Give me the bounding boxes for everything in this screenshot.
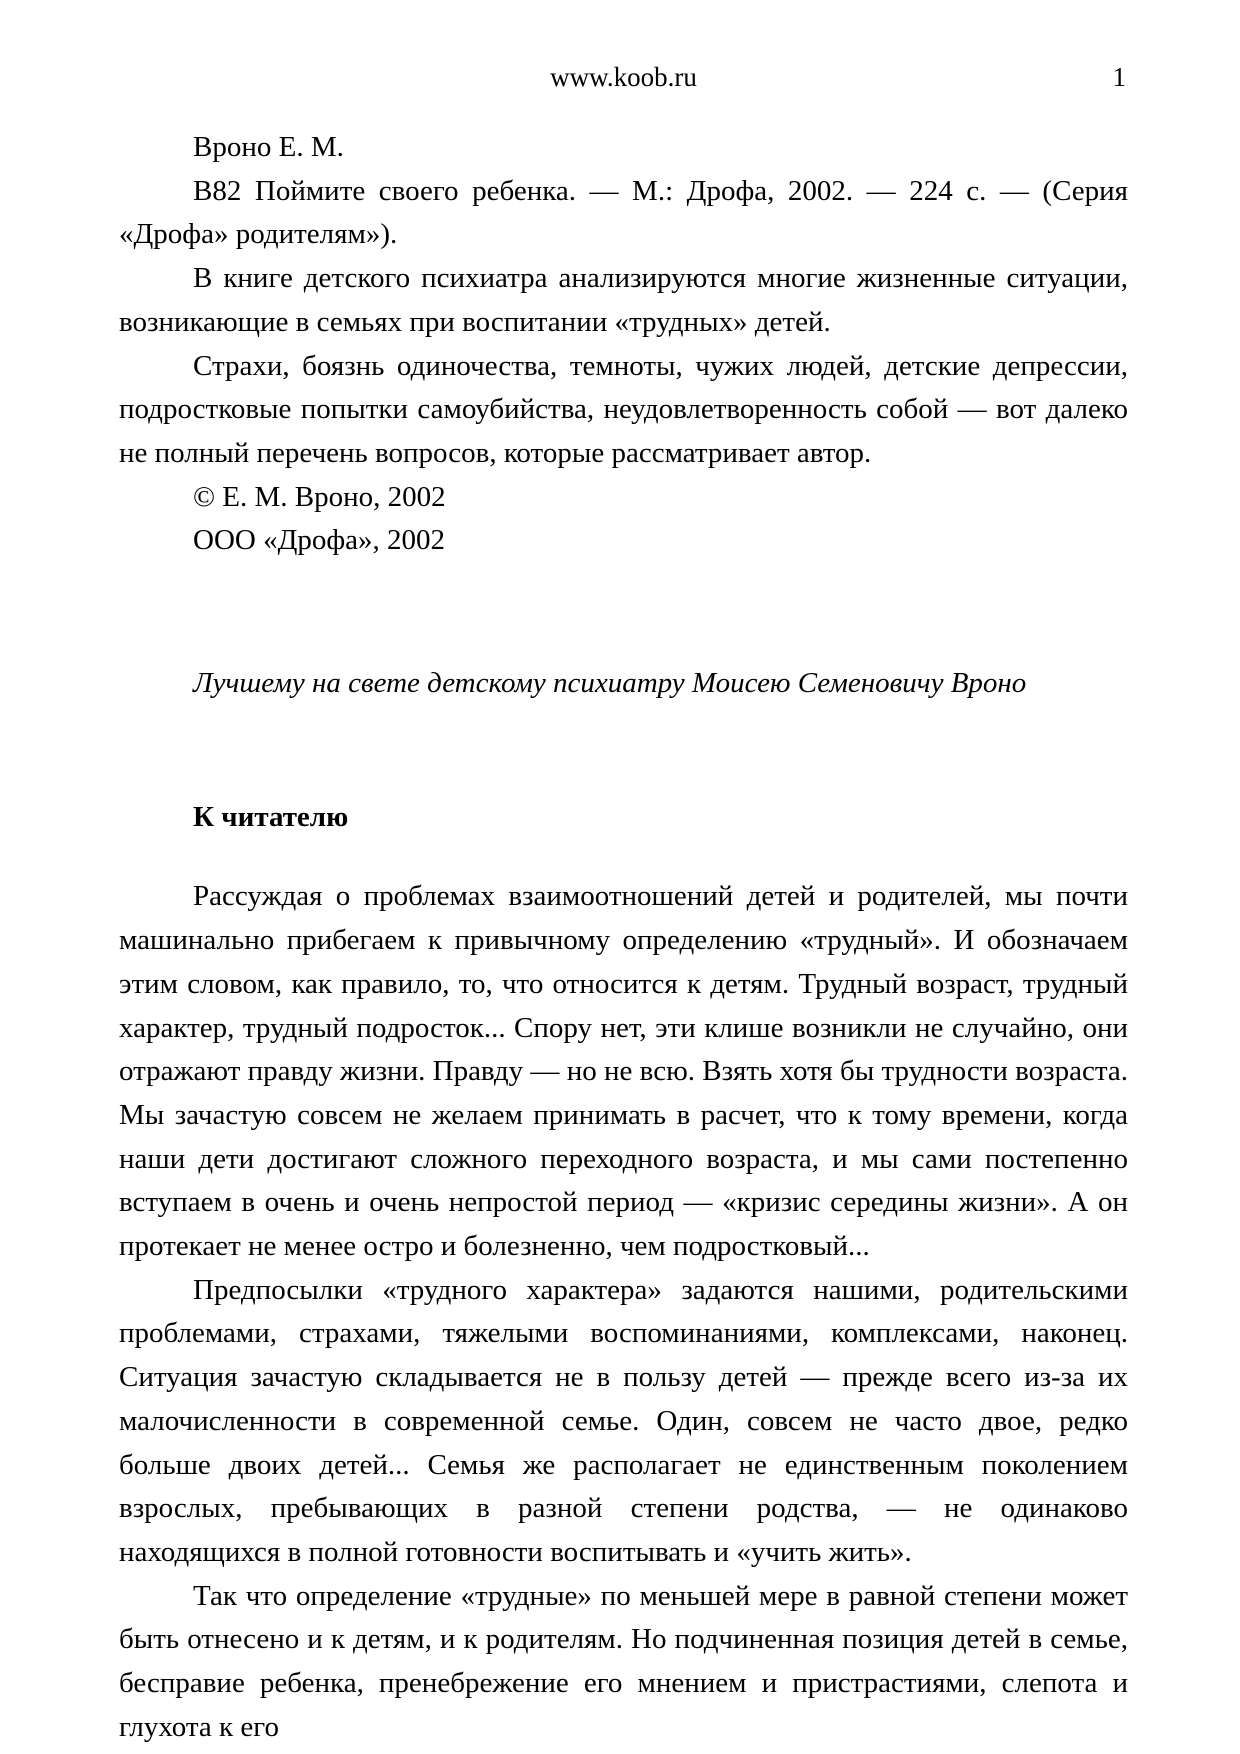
page-number: 1	[1112, 62, 1126, 92]
annotation-paragraph: В книге детского психиатра анализируются многие жизненные ситуации, возникающие в семьях при воспитании «трудных» детей.	[119, 262, 1128, 338]
body-paragraph: Так что определение «трудные» по меньшей мере в равной степени может быть отнесено и к детям, и к родителям. Но подчиненная позиция детей в семье, бесправие ребенка, пренебрежение его мнением и пристрастиями, слепота и глухота к его	[119, 1579, 1128, 1743]
section-heading: К читателю	[193, 800, 349, 833]
page-header	[119, 60, 1128, 94]
header-site-url: www.koob.ru	[550, 62, 697, 92]
catalog-line: В82 Поймите своего ребенка. — М.: Дрофа, 2002. — 224 с. — (Серия «Дрофа» родителям»).	[119, 174, 1128, 251]
dedication-line: Лучшему на свете детскому психиатру Моисею Семеновичу Вроно	[193, 667, 1027, 700]
body-paragraph: Рассуждая о проблемах взаимоотношений детей и родителей, мы почти машинально прибегаем к привычному определению «трудный». И обозначаем этим словом, как правило, то, что относится к детям. Трудный возраст, трудный характер, трудный подросток... Спору нет, эти клише возникли не случайно, они отражают правду жизни. Правду — но не всю. Взять хотя бы трудности возраста. Мы зачастую совсем не желаем принимать в расчет, что к тому времени, когда наши дети достигают сложного переходного возраста, и мы сами постепенно вступаем в очень и очень непростой период — «кризис середины жизни». А он протекает не менее остро и болезненно, чем подростковый...	[119, 880, 1128, 1263]
annotation-paragraph: Страхи, боязнь одиночества, темноты, чужих людей, детские депрессии, подростковые попытки самоубийства, неудовлетворенность собой — вот далеко не полный перечень вопросов, которые рассматривает автор.	[119, 349, 1128, 469]
copyright-author-line: © Е. М. Вроно, 2002	[193, 480, 446, 513]
author-line: Вроно Е. М.	[193, 131, 344, 163]
body-paragraph: Предпосылки «трудного характера» задаются нашими, родительскими проблемами, страхами, тяжелыми воспоминаниями, комплексами, наконец. Ситуация зачастую складывается не в пользу детей — прежде всего из-за их малочисленности в современной семье. Один, совсем не часто двое, редко больше двоих детей... Семья же располагает не единственным поколением взрослых, пребывающих в разной степени родства, — не одинаково находящихся в полной готовности воспитывать и «учить жить».	[119, 1273, 1128, 1568]
copyright-publisher-line: ООО «Дрофа», 2002	[193, 524, 446, 557]
